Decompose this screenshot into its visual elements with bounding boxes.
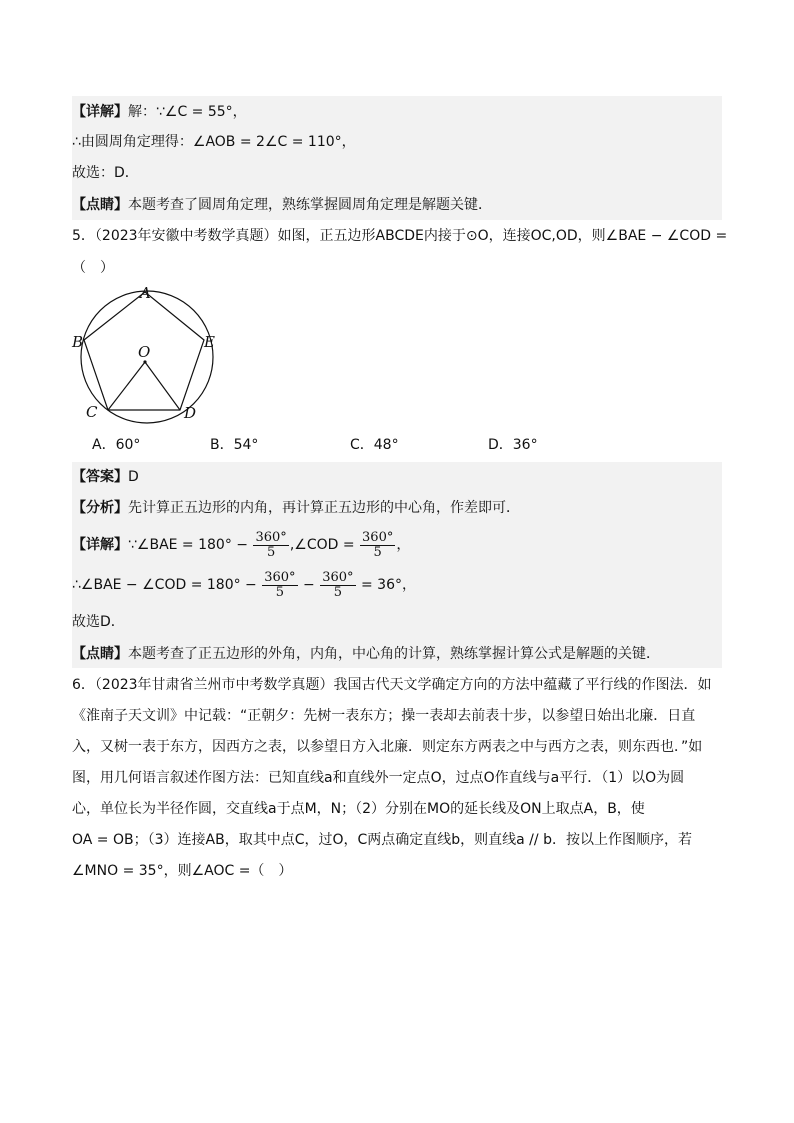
q6-line-1: 6．（2023年甘肃省兰州市中考数学真题）我国古代天文学确定方向的方法中蕴藏了平行线的作图法．如 [72, 677, 712, 693]
q5-step-part1: ∴∠BAE − ∠COD = 180° − [72, 577, 257, 593]
frac-denominator: 5 [267, 544, 276, 560]
frac-denominator: 5 [275, 584, 285, 600]
q6-line-5: 心，单位长为半径作圆，交直线a于点M，N；（2）分别在MO的延长线及ON上取点A，B，使 [72, 801, 645, 817]
frac-denominator: 5 [373, 544, 382, 560]
option-c[interactable]: C．48° [350, 437, 399, 453]
q5-comment-line [72, 643, 660, 665]
q5-solution-shade [72, 462, 722, 668]
label-b: B [72, 333, 84, 351]
q4-detail-line [72, 101, 247, 123]
q4-step-line: ∴由圆周角定理得：∠AOB = 2∠C = 110°， [72, 134, 356, 150]
q4-detail-label: 【详解】 [72, 104, 128, 120]
label-c: C [86, 403, 98, 421]
q6-line-6: OA = OB；（3）连接AB，取其中点C，过O，C两点确定直线b，则直线a // b．按以上作图顺序，若 [72, 832, 692, 848]
fraction-360-over-5 [360, 531, 395, 560]
label-o: O [138, 343, 151, 361]
frac-numerator: 360° [264, 569, 296, 585]
pentagon-figure [68, 284, 228, 424]
fraction-360-over-5 [320, 571, 355, 600]
q5-comment-label: 【点睛】 [72, 646, 128, 662]
option-d[interactable]: D．36° [488, 437, 538, 453]
q5-step-line [72, 568, 416, 602]
q5-detail-part3: ， [396, 537, 411, 553]
q5-step-part3: = 36°， [360, 577, 416, 593]
q5-answer-label: 【答案】 [72, 469, 128, 485]
q4-comment-line [72, 194, 492, 216]
q5-detail-label: 【详解】 [72, 537, 128, 553]
q6-line-7: ∠MNO = 35°，则∠AOC =（ ） [72, 863, 293, 879]
frac-numerator: 360° [362, 529, 394, 545]
q5-analysis-line [72, 497, 520, 519]
q5-answer-line [72, 466, 139, 488]
frac-numerator: 360° [255, 529, 287, 545]
option-a[interactable]: A．60° [92, 437, 141, 453]
q5-answer-value: D [128, 469, 139, 485]
q6-line-3: 入，又树一表于东方，因西方之表，以参望日方入北廉．则定东方两表之中与西方之表，则东西也．”如 [72, 739, 703, 755]
q5-analysis-label: 【分析】 [72, 500, 128, 516]
q5-detail-part1: ∵∠BAE = 180° − [128, 537, 249, 553]
label-a: A [140, 284, 151, 302]
fraction-360-over-5 [253, 531, 288, 560]
segment-od [145, 362, 180, 410]
q4-answer-choice: 故选：D． [72, 165, 139, 181]
q5-detail-line [72, 528, 410, 562]
frac-denominator: 5 [333, 584, 342, 600]
q5-answer-choice: 故选D． [72, 614, 125, 630]
q5-detail-part2: ,∠COD = [289, 537, 355, 553]
label-d: D [184, 404, 197, 422]
q6-line-4: 图，用几何语言叙述作图方法：已知直线a和直线外一定点O，过点O作直线与a平行．（1）以O为圆 [72, 770, 685, 786]
frac-numerator: 360° [322, 569, 354, 585]
q5-question-line2: （ ） [72, 260, 114, 276]
segment-oc [108, 362, 145, 410]
q4-comment-label: 【点睛】 [72, 197, 128, 213]
q6-line-2: 《淮南子天文训》中记载：“正朝夕：先树一表东方；操一表却去前表十步，以参望日始出北廉．日直 [72, 708, 696, 724]
q4-comment-text: 本题考查了圆周角定理，熟练掌握圆周角定理是解题关键． [128, 197, 492, 213]
q5-analysis-text: 先计算正五边形的内角，再计算正五边形的中心角，作差即可． [128, 500, 520, 516]
q5-question-line1: 5．（2023年安徽中考数学真题）如图，正五边形ABCDE内接于⊙O，连接OC,OD，则∠BAE − ∠COD = [72, 228, 728, 244]
fraction-360-over-5 [262, 571, 297, 600]
option-b[interactable]: B．54° [210, 437, 259, 453]
label-e: E [204, 333, 215, 351]
q5-comment-text: 本题考查了正五边形的外角，内角，中心角的计算，熟练掌握计算公式是解题的关键． [128, 646, 660, 662]
q5-step-part2: − [303, 577, 315, 593]
q4-detail-text: 解：∵∠C = 55°， [128, 104, 247, 120]
